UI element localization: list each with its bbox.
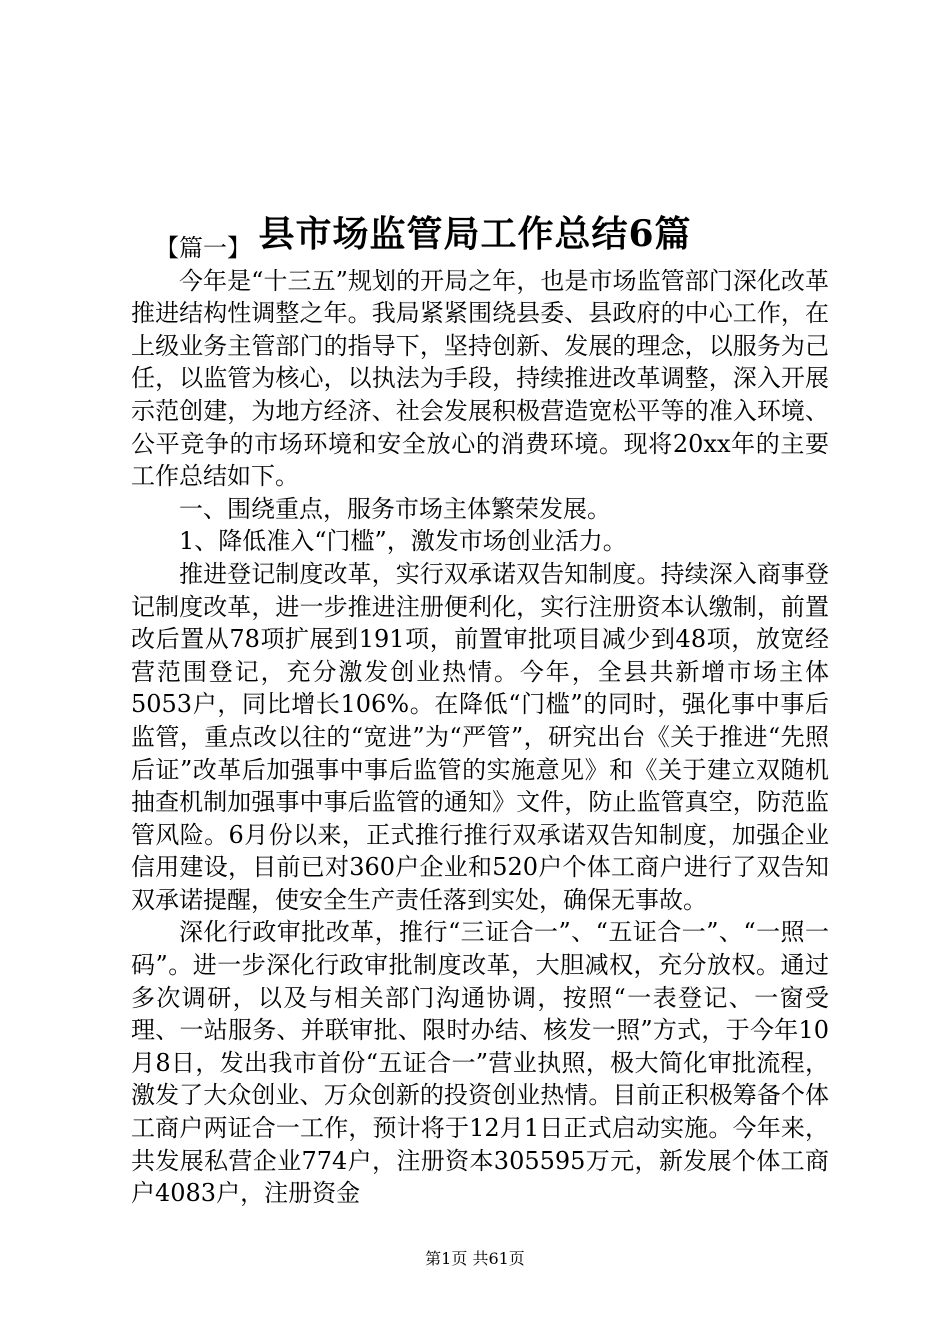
paragraph-approval-reform: 深化行政审批改革，推行“三证合一”、“五证合一”、“一照一码”。进一步深化行政审批制度改革，大胆减权，充分放权。通过多次调研，以及与相关部门沟通协调，按照“一表登记、一窗受理、一站服务、并联审批、限时办结、核发一照”方式，于今年10月8日，发出我市首份“五证合一”营业执照，极大简化审批流程，激发了大众创业、万众创新的投资创业热情。目前正积极筹备个体工商户两证合一工作，预计将于12月1日正式启动实施。今年来，共发展私营企业774户，注册资本305595万元，新发展个体工商户4083户，注册资金 [131, 918, 829, 1208]
paragraph-intro: 今年是“十三五”规划的开局之年，也是市场监管部门深化改革推进结构性调整之年。我局紧紧围绕县委、县政府的中心工作，在上级业务主管部门的指导下，坚持创新、发展的理念，以服务为己任，以监管为核心，以执法为手段，持续推进改革调整，深入开展示范创建，为地方经济、社会发展积极营造宽松平等的准入环境、公平竞争的市场环境和安全放心的消费环境。现将20xx年的主要工作总结如下。 [131, 266, 829, 491]
section-label: 【篇一】 [155, 234, 251, 262]
heading-level-1: 一、围绕重点，服务市场主体繁荣发展。 [179, 494, 611, 523]
paragraph-registration-reform: 推进登记制度改革，实行双承诺双告知制度。持续深入商事登记制度改革，进一步推进注册便利化，实行注册资本认缴制，前置改后置从78项扩展到191项，前置审批项目减少到48项，放宽经营范围登记，充分激发创业热情。今年，全县共新增市场主体5053户，同比增长106%。在降低“门槛”的同时，强化事中事后监管，重点改以往的“宽进”为“严管”，研究出台《关于推进“先照后证”改革后加强事中事后监管的实施意见》和《关于建立双随机抽查机制加强事中事后监管的通知》文件，防止监管真空，防范监管风险。6月份以来，正式推行推行双承诺双告知制度，加强企业信用建设，目前已对360户企业和520户个体工商户进行了双告知双承诺提醒，使安全生产责任落到实处，确保无事故。 [131, 559, 829, 914]
document-body [131, 232, 829, 1210]
heading-level-2: 1、降低准入“门槛”，激发市场创业活力。 [179, 527, 627, 556]
page-footer: 第1页 共61页 [425, 1249, 525, 1268]
page-title: 县市场监管局工作总结6篇 [258, 213, 692, 256]
